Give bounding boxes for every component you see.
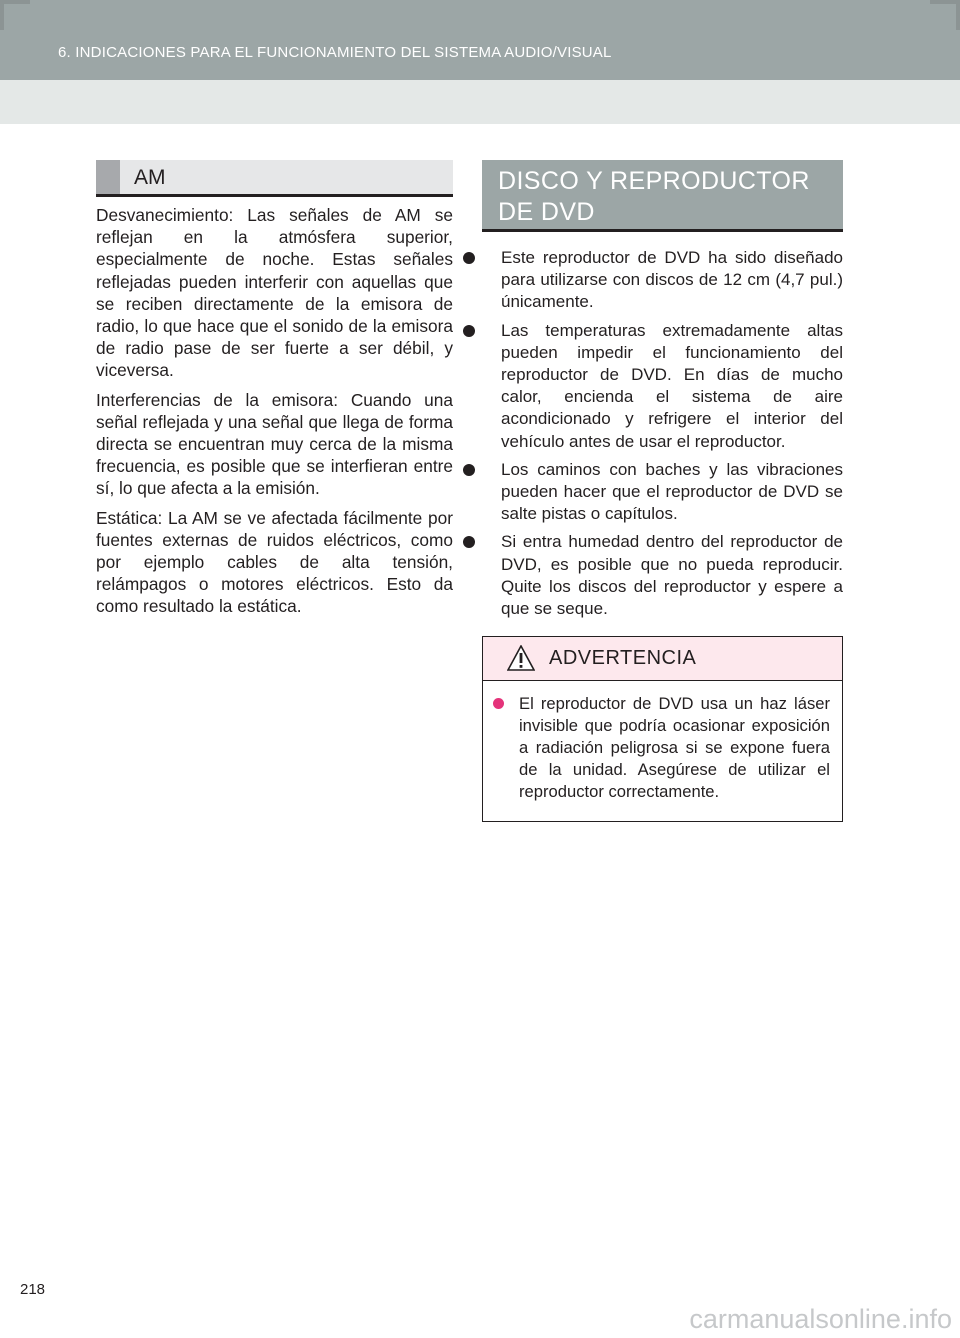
- section-heading-dvd: [482, 160, 843, 232]
- list-item: [461, 247, 843, 314]
- bullet-icon: [463, 252, 475, 264]
- list-item: [461, 531, 843, 620]
- list-item: [461, 459, 843, 526]
- warning-body: [493, 693, 830, 803]
- warning-header: [483, 637, 842, 681]
- bullet-icon: [463, 325, 475, 337]
- bullet-text: Si entra humedad dentro del reproductor de DVD, es posible que no pueda reproducir. Quite los discos del reproductor y espere a que se seque.: [501, 532, 843, 619]
- watermark: carmanualsonline.info: [689, 1304, 952, 1334]
- bullet-icon: [463, 464, 475, 476]
- bullet-text: Las temperaturas extremadamente altas pueden impedir el funcionamiento del reproductor de DVD. En días de mucho calor, encienda el sistema de aire acondicionado y refrigere el interior del vehículo antes de usar el reproductor.: [501, 320, 843, 451]
- am-text-column: [96, 204, 453, 625]
- bullet-text: Los caminos con baches y las vibraciones pueden hacer que el reproductor de DVD se salte pistas o capítulos.: [501, 459, 843, 524]
- am-paragraph: Desvanecimiento: Las señales de AM se reflejan en la atmósfera superior, especialmente de noche. Estas señales reflejadas pueden interferir con aquellas que se reciben directamente de la emisora de radio, lo que hace que el sonido de la emisora de radio pase de ser fuerte a ser débil, y viceversa.: [96, 205, 453, 381]
- crop-mark: [930, 0, 960, 4]
- am-paragraph: Estática: La AM se ve afectada fácilmente por fuentes externas de ruidos eléctricos, como por ejemplo cables de alta tensión, relámpagos o motores eléctricos. Esto da como resultado la estática.: [96, 507, 453, 617]
- crop-mark: [0, 0, 4, 30]
- section-heading-am: [96, 160, 453, 197]
- crop-mark: [956, 0, 960, 30]
- dvd-bullet-list: [461, 247, 843, 626]
- warning-box: [482, 636, 843, 822]
- am-paragraph: Interferencias de la emisora: Cuando una señal reflejada y una señal que llega de forma directa se encuentran muy cerca de la misma frecuencia, es posible que se interfieran entre sí, lo que afecta a la emisión.: [96, 389, 453, 499]
- bullet-icon: [463, 536, 475, 548]
- am-heading-text: AM: [134, 166, 166, 189]
- crop-mark: [0, 0, 30, 4]
- bullet-icon: [493, 698, 504, 709]
- warning-text: El reproductor de DVD usa un haz láser invisible que podría ocasionar exposición a radiación peligrosa si se expone fuera de la unidad. Asegúrese de utilizar el reproductor correctamente.: [519, 694, 830, 801]
- bullet-text: Este reproductor de DVD ha sido diseñado para utilizarse con discos de 12 cm (4,7 pul.) únicamente.: [501, 248, 843, 312]
- heading-marker: [96, 160, 120, 194]
- page-number: 218: [20, 1281, 46, 1298]
- header-bar: [0, 0, 960, 80]
- warning-title: ADVERTENCIA: [549, 647, 697, 669]
- warning-triangle-icon: [507, 645, 535, 671]
- dvd-heading-text: DISCO Y REPRODUCTOR DE DVD: [498, 167, 810, 226]
- chapter-title: 6. INDICACIONES PARA EL FUNCIONAMIENTO DEL SISTEMA AUDIO/VISUAL: [58, 44, 612, 61]
- list-item: [461, 320, 843, 453]
